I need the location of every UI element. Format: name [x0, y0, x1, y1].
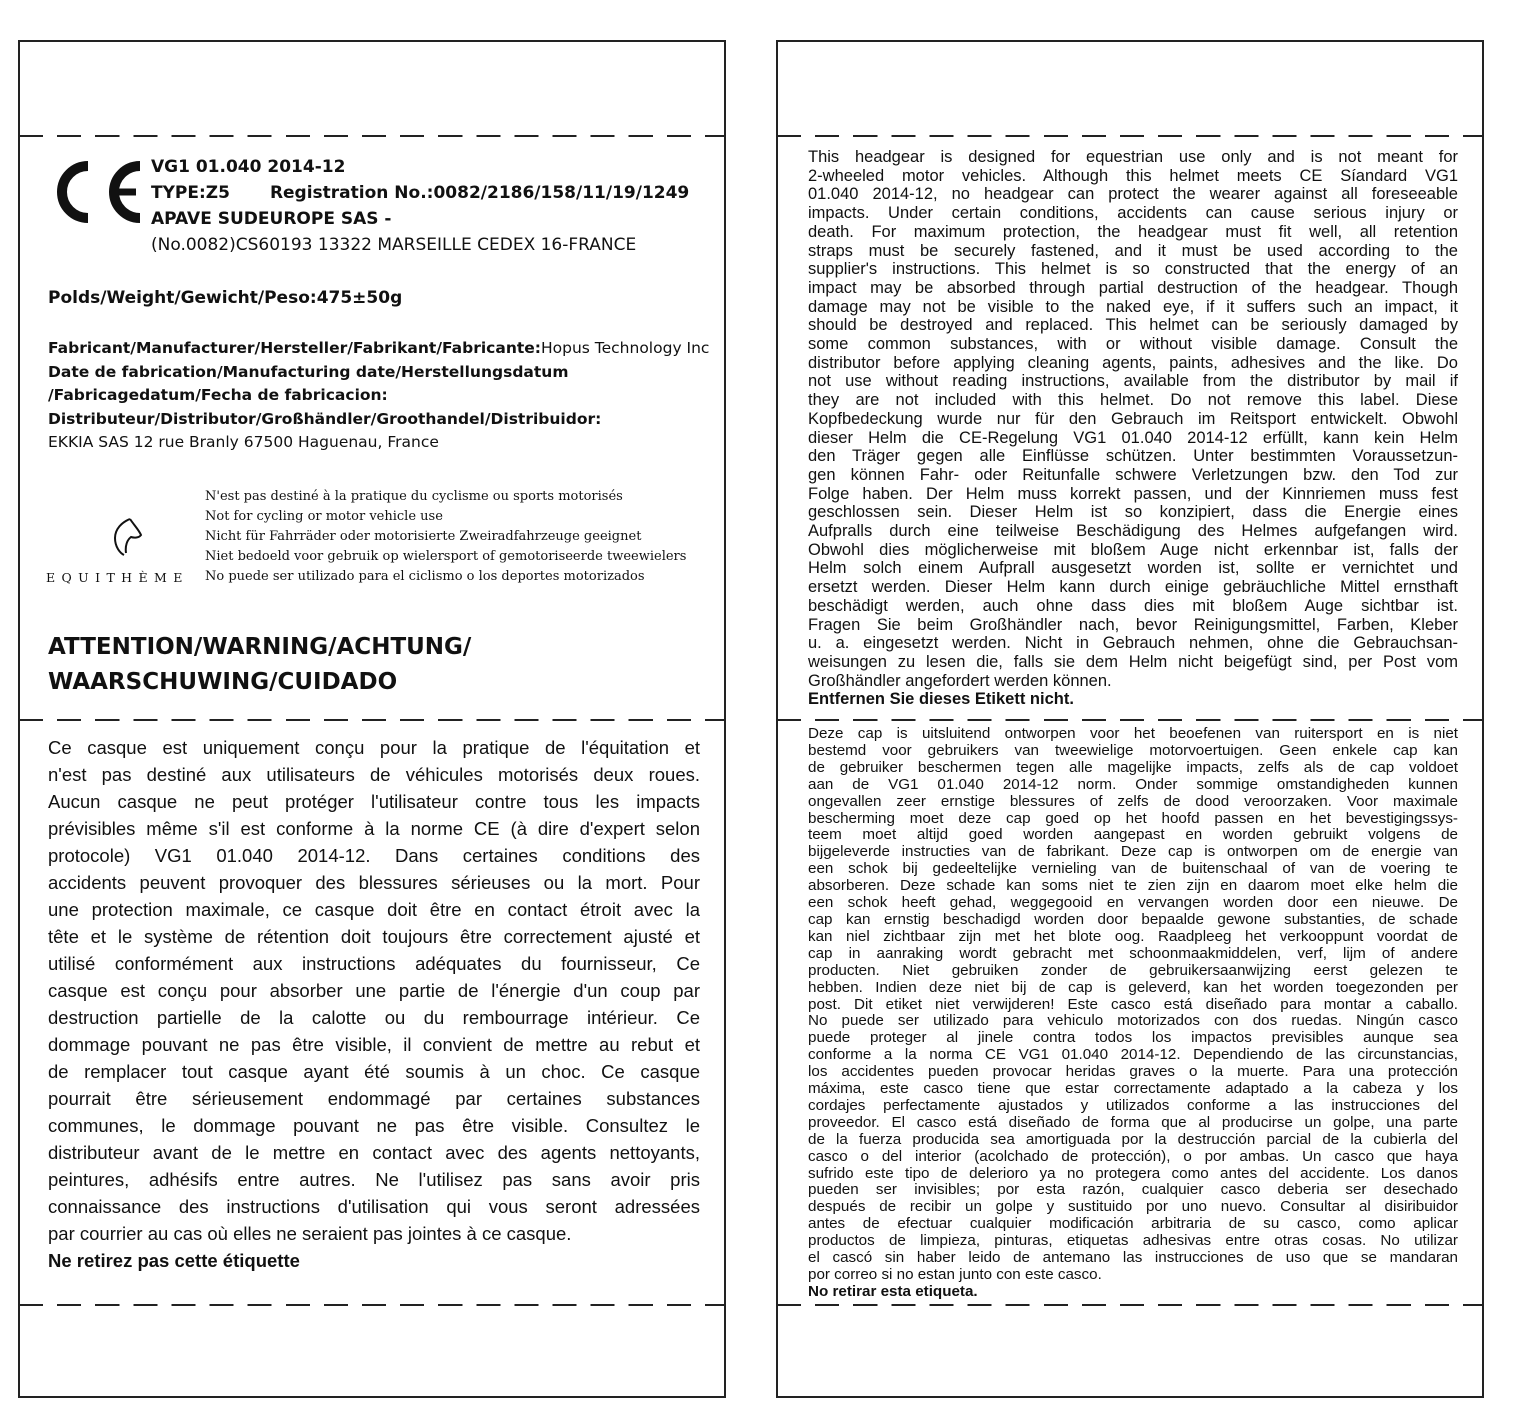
text-line: teem moet altijd goed worden aangepast en worden gebruikt volgens de [808, 826, 1458, 844]
weight-line: Polds/Weight/Gewicht/Peso:475±50g [48, 288, 403, 308]
text-line: death. For maximum protection, the headgear must fit well, all retention [808, 222, 1458, 241]
text-line: Deze cap is uitsluitend ontworpen voor het beoefenen van ruitersport en is niet [808, 725, 1458, 742]
text-line: beschädigt werden, auch ohne dass dies mit bloßem Auge sichtbar ist. [808, 596, 1458, 615]
cut-line [778, 1304, 1482, 1306]
text-line: accidents peuvent provoquer des blessures sérieuses ou la mort. Pour [48, 872, 700, 893]
text-line: cap kan ernstig beschadigd worden door bepaalde gewone substanties, de schade [808, 910, 1458, 928]
do-not-remove-notice: Entfernen Sie dieses Etikett nicht. [808, 690, 1074, 709]
text-line: damage may not be visible to the naked eye, if it suffers such an impact, it [808, 297, 1458, 316]
text-line: u. a. eingesetzt werden. Nicht in Gebrauch nehmen, ohne die Gebrauchsan- [808, 634, 1458, 653]
text-line: n'est pas destiné aux utilisateurs de véhicules motorisés deux roues. [48, 764, 700, 785]
usage-note: N'est pas destiné à la pratique du cyclisme ou sports motorisés [205, 489, 623, 504]
usage-note: Niet bedoeld voor gebruik op wielersport of gemotoriseerde tweewielers [205, 549, 687, 564]
distributor-label: Distributeur/Distributor/Großhändler/Groothandel/Distribuidor: [48, 409, 602, 428]
text-line: de gebruiker beschermen tegen alle magelijke impacts, zelfs als de cap voldoet [808, 758, 1458, 776]
text-line: Helm solch einem Aufprall ausgesetzt worden ist, sollte er vernichtet und [808, 559, 1458, 578]
label-panel-right [776, 40, 1484, 1398]
text-line: absorberen. Deze schade kan soms niet te zien zijn en daarom moet elke helm die [808, 877, 1458, 895]
text-line: bestemd voor gebruikers van tweewielige motorvoertuigen. Geen enkele cap kan [808, 741, 1458, 759]
usage-notes [205, 487, 686, 587]
text-line: conforme a la norma CE VG1 01.040 2014-12. Dependiendo de las circunstancias, [808, 1046, 1458, 1064]
text-line: distributeur avant de le mettre en contact avec des agents nettoyants, [48, 1142, 700, 1163]
cut-line [20, 1304, 724, 1306]
text-line: straps must be securely fastened, and it must be used according to the [808, 241, 1458, 260]
text-line: Aucun casque ne peut protéger l'utilisateur contre tous les impacts [48, 791, 700, 812]
usage-note: Nicht für Fahrräder oder motorisierte Zweiradfahrzeuge geeignet [205, 529, 642, 544]
text-line: puede proteger al jinele contra todos los impactos previsibles aunque sea [808, 1029, 1458, 1047]
text-line: dieser Helm die CE-Regelung VG1 01.040 2014-12 erfüllt, kann kein Helm [808, 428, 1458, 447]
dutch-spanish-warning-text [808, 726, 1458, 1301]
notified-body-name: APAVE SUDEUROPE SAS - [151, 209, 392, 229]
text-line: supplier's instructions. This helmet is so constructed that the energy of an [808, 260, 1458, 279]
text-line: gen können Fahr- oder Reitunfalle schwere Verletzungen bzw. den Tod zur [808, 465, 1458, 484]
date-label: Date de fabrication/Manufacturing date/Herstellungsdatum [48, 362, 569, 381]
text-line: impact may be absorbed through partial destruction of the headgear. Though [808, 278, 1458, 297]
text-line: geschlossen sein. Dieser Helm ist so konzipiert, dass die Energie eines [808, 503, 1458, 522]
text-line: cap in aanraking wordt gebracht met schoonmaakmiddelen, verf, lijm of andere [808, 944, 1458, 962]
notified-body-address: (No.0082)CS60193 13322 MARSEILLE CEDEX 16-FRANCE [151, 235, 637, 255]
text-line: weisungen zu lesen die, falls sie dem Helm nicht beigefügt sind, per Post vom [808, 652, 1458, 671]
warning-heading-line: ATTENTION/WARNING/ACHTUNG/ [48, 634, 472, 660]
ce-mark-icon [48, 158, 148, 226]
text-line: This headgear is designed for equestrian use only and is not meant for [808, 148, 1458, 166]
text-line: should be destroyed and replaced. This helmet can be seriously damaged by [808, 316, 1458, 335]
text-line: tête et le système de rétention doit toujours être correctement ajusté et [48, 926, 700, 947]
distributor-value: EKKIA SAS 12 rue Branly 67500 Haguenau, France [48, 433, 439, 451]
type-line: TYPE:Z5 [151, 183, 230, 203]
manufacturer-value: Hopus Technology Inc [540, 339, 710, 357]
label-panel-left [18, 40, 726, 1398]
text-line: hebben. Indien deze niet bij de cap is geleverd, kan het worden toegezonden per [808, 978, 1458, 996]
text-line: de la fuerza producida sea amortiguada por la destrucción parcial de la cubierla del [808, 1130, 1458, 1148]
text-line: No puede ser utilizado para vehiculo motorizados con dos ruedas. Ningún casco [808, 1012, 1458, 1030]
text-line: bijgeleverde instructies van de fabrikant. Deze cap is ontworpen om de energie van [808, 843, 1458, 861]
text-line: connaissance des instructions d'utilisation qui vous seront adressées [48, 1196, 700, 1217]
usage-note: Not for cycling or motor vehicle use [205, 509, 443, 524]
text-line: antes de efectuar cualquier modificación arbitraria de su casco, como aplicar [808, 1215, 1458, 1233]
text-line: casque est conçu pour absorber une partie de l'énergie d'un coup par [48, 980, 700, 1001]
text-line: they are not included with this helmet. Do not remove this label. Diese [808, 391, 1458, 410]
text-line: de remplacer tout casque ayant été soumis à un choc. Ce casque [48, 1061, 700, 1082]
cut-line [20, 719, 724, 721]
text-line: peintures, adhésifs entre autres. Ne l'utilisez pas sans avoir pris [48, 1169, 700, 1190]
text-line: ongevallen zeer ernstige blessures of zelfs de dood veroorzaken. Voor maximale [808, 792, 1458, 810]
manufacturer-block [48, 337, 709, 455]
text-line: een schok bij gedeeltelijke vernieling van de buitenschaal of van de voering te [808, 860, 1458, 878]
text-line: después de recibir un golpe y sustituido por uno nuevo. Consultar al disiribuidor [808, 1198, 1458, 1216]
horse-head-icon [110, 516, 144, 558]
manufacturer-label: Fabricant/Manufacturer/Hersteller/Fabrikant/Fabricante: [48, 339, 541, 357]
text-line: communes, le dommage pouvant ne pas être visible. Consultez le [48, 1115, 700, 1136]
registration-line: Registration No.:0082/2186/158/11/19/1249 [269, 183, 690, 203]
text-line: dommage pouvant ne pas être visible, il convient de mettre au rebut et [48, 1034, 700, 1055]
text-line: proveedor. El casco está diseñado de forma que al producirse un golpe, una parte [808, 1113, 1458, 1131]
usage-note: No puede ser utilizado para el ciclismo o los deportes motorizados [205, 569, 645, 584]
text-line: por correo si no estan junto con este casco. [808, 1266, 1102, 1283]
text-line: une protection maximale, ce casque doit être en contact étroit avec la [48, 899, 700, 920]
english-german-warning-text [808, 148, 1458, 709]
cut-line [20, 135, 724, 137]
text-line: productos de limpieza, pinturas, etiquetas adhesivas entre otras cosas. No utilizar [808, 1232, 1458, 1250]
text-line: máxima, este casco tiene que estar correctamente adaptado a la cabeza y los [808, 1080, 1458, 1098]
text-line: 01.040 2014-12, no headgear can protect the wearer against all foreseeable [808, 185, 1458, 204]
text-line: post. Dit etiket niet verwijderen! Este casco está diseñado para montar a caballo. [808, 995, 1458, 1013]
text-line: impacts. Under certain conditions, accidents can cause serious injury or [808, 204, 1458, 223]
text-line: Fragen Sie beim Großhändler nach, bevor Reinigungsmittel, Farben, Kleber [808, 615, 1458, 634]
text-line: pourrait être sérieusement endommagé par certaines substances [48, 1088, 700, 1109]
french-warning-text [48, 734, 700, 1274]
warning-heading-line: WAARSCHUWING/CUIDADO [48, 669, 398, 695]
text-line: los accidentes pueden provocar heridas graves o la muerte. Para una protección [808, 1063, 1458, 1081]
text-line: el cascó sin haber leido de antemano las instrucciones de uso que se mandaran [808, 1249, 1458, 1267]
date-label-continued: /Fabricagedatum/Fecha de fabricacion: [48, 386, 388, 404]
text-line: protocole) VG1 01.040 2014-12. Dans certaines conditions des [48, 845, 700, 866]
do-not-remove-notice: Ne retirez pas cette étiquette [48, 1250, 300, 1271]
text-line: not use without reading instructions, available from the distributor by mail if [808, 372, 1458, 391]
text-line: Aufpralls durch eine teilweise Beschädigung des Helmes aufgefangen wird. [808, 522, 1458, 541]
standard-line: VG1 01.040 2014-12 [151, 157, 346, 177]
text-line: par courrier au cas où elles ne seraient pas jointes à ce casque. [48, 1223, 572, 1244]
do-not-remove-notice: No retirar esta etiqueta. [808, 1282, 978, 1300]
text-line: some common substances, with or without visible damage. Consult the [808, 335, 1458, 354]
text-line: cordajes perfectamente ajustados y utilizados conforme a las instrucciones del [808, 1096, 1458, 1114]
text-line: den Träger gegen alle Einflüsse schützen. Unter bestimmten Voraussetzun- [808, 447, 1458, 466]
text-line: producten. Niet gebruiken zonder de gebruikersaanwijzing eerst gelezen te [808, 961, 1458, 979]
text-line: Folge haben. Der Helm muss korrekt passen, und der Kinnriemen muss fest [808, 484, 1458, 503]
text-line: casco o del interior (acolchado de protección), o por ambas. Un casco que haya [808, 1147, 1458, 1165]
text-line: een schok heeft gehad, weggegooid en vervangen worden door een nieuwe. De [808, 894, 1458, 912]
text-line: Ce casque est uniquement conçu pour la pratique de l'équitation et [48, 737, 700, 758]
text-line: 2-wheeled motor vehicles. Although this helmet meets CE Síandard VG1 [808, 166, 1458, 185]
cut-line [778, 135, 1482, 137]
text-line: sufrido este tipo de delerioro ya no protegera como antes del accidente. Los danos [808, 1164, 1458, 1182]
brand-wordmark: EQUITHÈME [46, 570, 189, 585]
text-line: utilisé conformément aux instructions adéquates du fournisseur, Ce [48, 953, 700, 974]
text-line: prévisibles même s'il est conforme à la norme CE (à dire d'expert selon [48, 818, 700, 839]
text-line: aan de VG1 01.040 2014-12 norm. Onder sommige omstandigheden kunnen [808, 775, 1458, 793]
text-line: destruction partielle de la calotte ou du rembourrage intérieur. Ce [48, 1007, 700, 1028]
warning-heading [48, 630, 471, 700]
text-line: Kopfbedeckung wurde nur für den Gebrauch im Reitsport entwickelt. Obwohl [808, 409, 1458, 428]
text-line: ersetzt werden. Dieser Helm kann durch einige gebräuchliche Mittel ernsthaft [808, 578, 1458, 597]
text-line: bescherming moet deze cap goed op het hoofd passen en het bevestigingssys- [808, 809, 1458, 827]
cut-line [778, 719, 1482, 721]
text-line: Obwohl dies möglicherweise mit bloßem Auge nicht erkennbar ist, falls der [808, 540, 1458, 559]
equitheme-logo [46, 512, 206, 592]
text-line: distributor before applying cleaning agents, paints, adhesives and the like. Do [808, 353, 1458, 372]
text-line: kan niel zichtbaar zijn met het blote oog. Raadpleeg het verkooppunt voordat de [808, 927, 1458, 945]
text-line: Großhändler angefordert werden können. [808, 671, 1112, 690]
text-line: pueden ser invisibles; por esta razón, cualquier casco deberia ser desechado [808, 1181, 1458, 1199]
